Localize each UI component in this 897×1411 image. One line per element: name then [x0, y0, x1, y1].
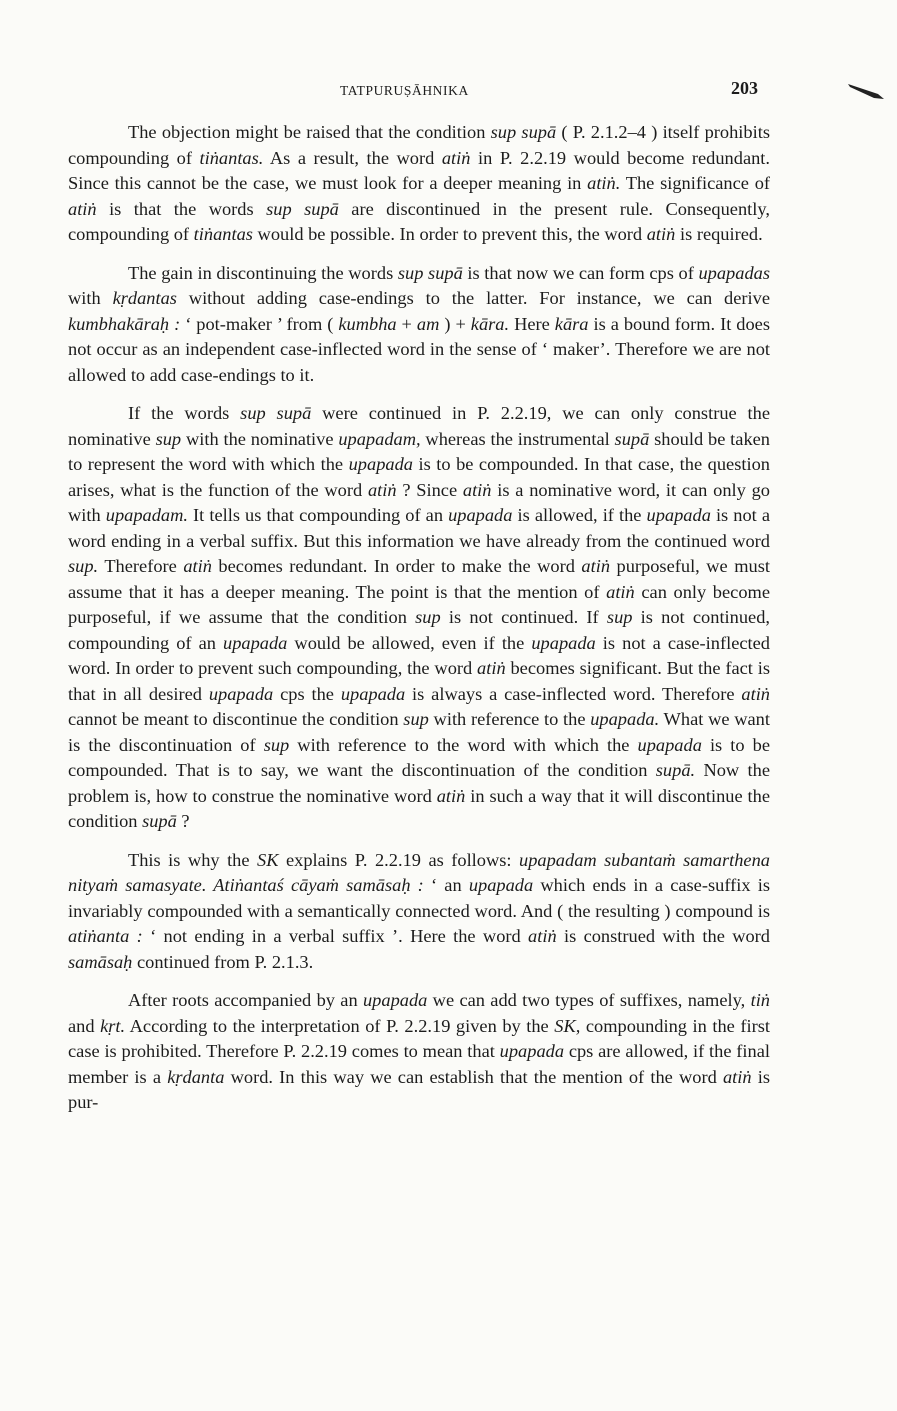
- text-run: with the nominative: [181, 428, 339, 449]
- italic-term: sup supā: [240, 403, 312, 423]
- text-run: are discontinued in the present rule. Consequently, compounding of: [68, 198, 770, 244]
- italic-term: kumbha: [338, 313, 397, 334]
- italic-term: tiṅantas: [193, 224, 253, 244]
- italic-term: upapada: [468, 875, 534, 895]
- italic-term: kṛdantas: [112, 288, 177, 308]
- italic-term: atiṅ: [646, 224, 676, 244]
- text-run: The significance of: [620, 173, 771, 193]
- text-run: ?: [176, 811, 190, 831]
- text-run: explains P. 2.2.19 as follows:: [278, 849, 520, 870]
- text-run: is to be compounded. In that case, the question arises, what is the function of the word: [68, 454, 770, 500]
- text-run: without adding case-endings to the latter. For instance, we can derive: [176, 288, 771, 308]
- italic-term: upapada: [223, 632, 288, 653]
- italic-term: sup: [403, 709, 429, 729]
- text-run: is pur-: [68, 1066, 770, 1112]
- text-run: is a bound form. It does not occur as an independent case-inflected word in the sense of ‘ maker’. Therefore we are not allowed to add case-endings to it.: [68, 313, 770, 385]
- text-run: ( P. 2.1.2–4 ) itself prohibits compounding of: [68, 122, 770, 168]
- italic-term: upapada: [448, 505, 513, 525]
- italic-term: atiṅ: [477, 658, 506, 678]
- text-run: is not a word ending in a verbal suffix. But this information we have already from the continued word: [68, 505, 770, 551]
- italic-term: samāsaḥ: [68, 951, 133, 972]
- italic-term: upapada: [362, 990, 428, 1010]
- italic-term: upapada: [646, 505, 711, 525]
- italic-term: upapada: [531, 632, 596, 653]
- text-run: is not continued, compounding of an: [68, 607, 771, 653]
- text-run: As a result, the word: [263, 147, 442, 168]
- text-run: would be possible. In order to prevent this, the word: [252, 224, 647, 244]
- italic-term: supā: [614, 428, 650, 449]
- text-run: According to the interpretation of P. 2.2.19 given by the: [125, 1015, 555, 1036]
- text-run: with reference to the: [428, 709, 591, 729]
- page-header: [70, 78, 760, 104]
- italic-term: sup supā: [397, 262, 463, 283]
- text-run: cps are allowed, if the final member is a: [68, 1041, 770, 1087]
- text-run: and: [68, 1015, 101, 1036]
- italic-term: atiṅ: [722, 1066, 752, 1087]
- italic-term: atiṅanta :: [68, 926, 143, 946]
- italic-term: atiṅ: [462, 479, 492, 500]
- italic-term: am: [416, 313, 440, 334]
- italic-term: sup: [263, 734, 290, 755]
- italic-term: sup.: [68, 556, 99, 576]
- italic-term: kāra: [554, 313, 589, 334]
- italic-term: supā: [142, 811, 177, 831]
- text-run: ‘ not ending in a verbal suffix ’. Here the word: [142, 926, 529, 946]
- text-run: is a nominative word, it can only go with: [68, 479, 770, 525]
- italic-term: upapada: [348, 454, 413, 474]
- italic-term: sup supā: [490, 122, 557, 142]
- text-run: cps the: [273, 683, 341, 704]
- italic-term: tiṅ: [750, 990, 770, 1010]
- text-run: purposeful, we must assume that it has a deeper meaning. The point is that the mention of: [68, 556, 770, 602]
- text-run: is allowed, if the: [512, 505, 647, 525]
- page-number: 203: [731, 78, 758, 98]
- text-run: ? Since: [396, 479, 463, 500]
- italic-term: atiṅ: [741, 683, 771, 704]
- italic-term: kṛdanta: [167, 1066, 225, 1087]
- italic-term: atiṅ: [367, 479, 397, 500]
- text-run: with reference to the word with which the: [289, 734, 638, 755]
- text-run: would be allowed, even if the: [287, 632, 532, 653]
- text-run: word. In this way we can establish that the mention of the word: [224, 1066, 723, 1087]
- corner-mark-icon: [848, 82, 884, 100]
- text-run: is that the words: [96, 198, 267, 219]
- text-run: we can add two types of suffixes, namely,: [427, 990, 751, 1010]
- italic-term: atiṅ.: [587, 173, 621, 193]
- text-run: is to be compounded. That is to say, we want the discontinuation of the condition: [68, 734, 770, 780]
- text-run: is always a case-inflected word. Therefore: [405, 683, 742, 704]
- text-run: in such a way that it will discontinue the condition: [68, 785, 771, 831]
- text-run: After roots accompanied by an: [128, 990, 363, 1010]
- text-run: should be taken to represent the word with which the: [68, 428, 771, 474]
- paragraph: [68, 988, 770, 1116]
- text-run: This is why the: [128, 849, 258, 870]
- italic-term: upapada: [499, 1041, 565, 1061]
- italic-term: upapadam subantaṁ samarthena nityaṁ samasyate. Atiṅantaś cāyaṁ samāsaḥ :: [68, 849, 770, 895]
- text-run: cannot be meant to discontinue the condition: [68, 709, 404, 729]
- italic-term: supā.: [655, 760, 696, 780]
- text-run: The gain in discontinuing the words: [128, 262, 398, 283]
- italic-term: kumbhakāraḥ :: [68, 313, 181, 334]
- italic-term: atiṅ: [606, 581, 635, 602]
- italic-term: upapadam,: [338, 428, 421, 449]
- text-run: becomes significant. But the fact is that in all desired: [68, 658, 770, 704]
- paragraph: [68, 848, 770, 976]
- italic-term: atiṅ: [528, 926, 557, 946]
- italic-term: upapada: [208, 683, 274, 704]
- italic-term: upapada: [340, 683, 406, 704]
- italic-term: upapadam.: [105, 505, 188, 525]
- italic-term: atiṅ: [68, 198, 97, 219]
- text-run: becomes redundant. In order to make the word: [211, 556, 582, 576]
- italic-term: atiṅ: [183, 556, 212, 576]
- text-run: is required.: [675, 224, 763, 244]
- text-run: ) +: [439, 313, 471, 334]
- text-run: is construed with the word: [556, 926, 770, 946]
- text-run: can only become purposeful, if we assume that the condition: [68, 581, 770, 627]
- text-run: ‘ pot-maker ’ from (: [180, 313, 339, 334]
- italic-term: tiṅantas.: [199, 147, 264, 168]
- text-run: with: [68, 288, 113, 308]
- italic-term: SK: [257, 849, 279, 870]
- italic-term: upapadas: [698, 262, 770, 283]
- paragraph: [68, 261, 770, 389]
- italic-term: atiṅ: [436, 785, 466, 806]
- text-run: +: [396, 313, 417, 334]
- italic-term: sup: [155, 428, 182, 449]
- italic-term: kāra.: [470, 313, 510, 334]
- text-run: Now the problem is, how to construe the nominative word: [68, 760, 771, 806]
- italic-term: kṛt.: [100, 1015, 126, 1036]
- italic-term: upapada.: [590, 709, 660, 729]
- italic-term: sup supā: [266, 198, 339, 219]
- italic-term: SK,: [554, 1015, 581, 1036]
- text-run: were continued in P. 2.2.19, we can only construe the nominative: [68, 403, 770, 449]
- italic-term: sup: [415, 607, 441, 627]
- text-run: Therefore: [98, 556, 184, 576]
- body-text: [68, 120, 770, 1129]
- text-run: in P. 2.2.19 would become redundant. Since this cannot be the case, we must look for a deeper meaning in: [68, 147, 771, 193]
- paragraph: [68, 401, 770, 835]
- text-run: compounding in the first case is prohibited. Therefore P. 2.2.19 comes to mean that: [68, 1015, 770, 1061]
- italic-term: atiṅ: [581, 556, 611, 576]
- text-run: is not continued. If: [440, 607, 607, 627]
- text-run: is not a case-inflected word. In order to prevent such compounding, the word: [68, 632, 770, 678]
- italic-term: atiṅ: [441, 147, 471, 168]
- text-run: What we want is the discontinuation of: [68, 709, 770, 755]
- text-run: The objection might be raised that the condition: [128, 122, 491, 142]
- text-run: is that now we can form cps of: [462, 262, 699, 283]
- running-head: TATPURUṢĀHNIKA: [340, 83, 469, 98]
- text-run: It tells us that compounding of an: [188, 505, 449, 525]
- italic-term: upapada: [637, 734, 702, 755]
- paragraph: [68, 120, 770, 248]
- text-run: Here: [509, 313, 555, 334]
- text-run: continued from P. 2.1.3.: [132, 951, 314, 972]
- text-run: which ends in a case-suffix is invariably compounded with a semantically connected word. And ( the resulting ) compound is: [68, 875, 770, 921]
- text-run: If the words: [128, 403, 241, 423]
- text-run: whereas the instrumental: [420, 428, 615, 449]
- text-run: ‘ an: [423, 875, 469, 895]
- italic-term: sup: [606, 607, 633, 627]
